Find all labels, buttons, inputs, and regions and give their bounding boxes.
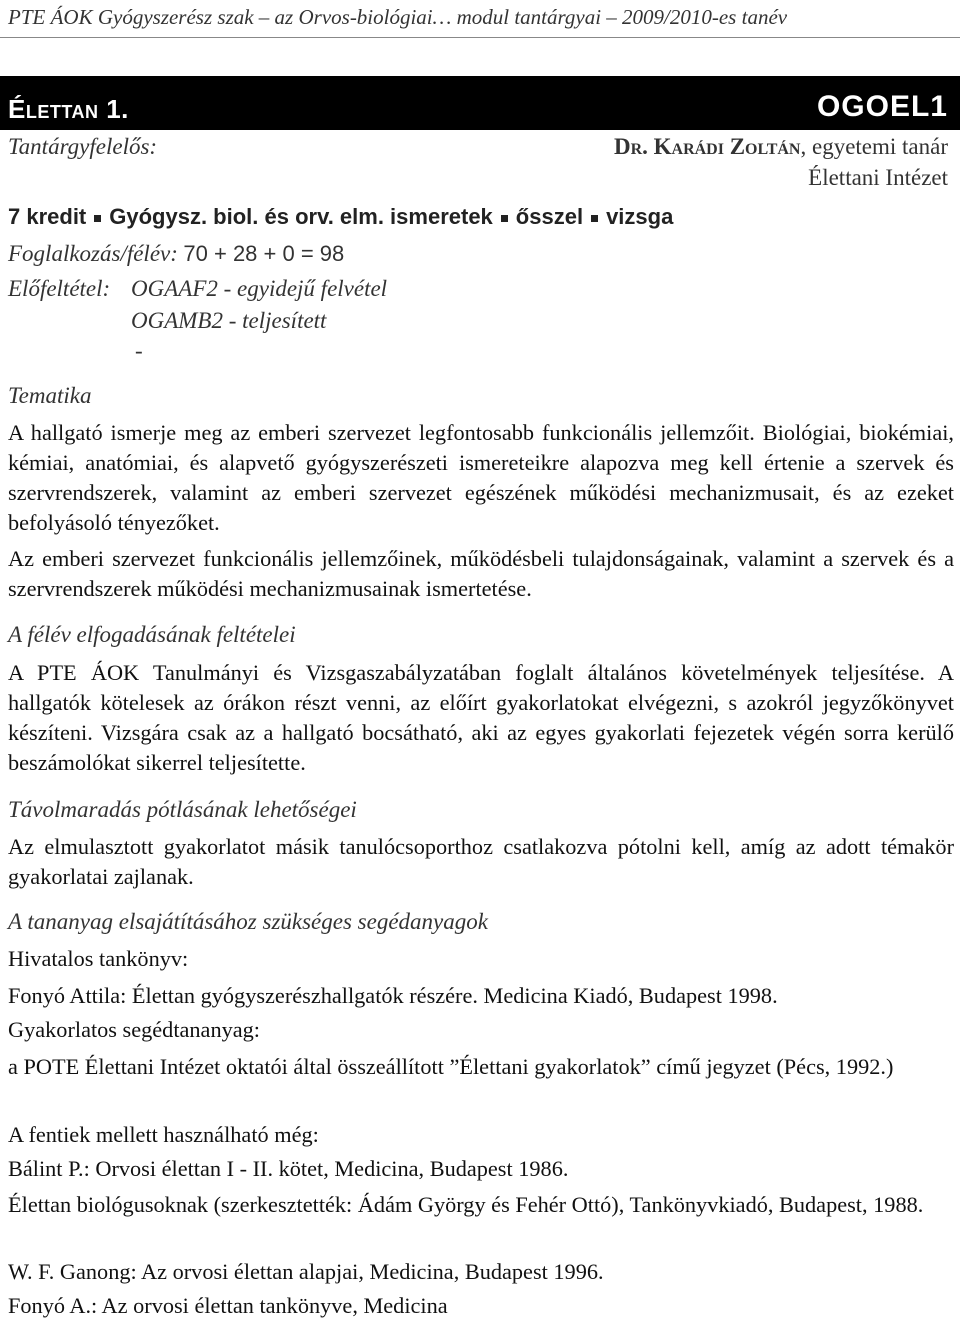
running-header: PTE ÁOK Gyógyszerész szak – az Orvos-biológiai… modul tantárgyai – 2009/2010-es tanév [8, 5, 788, 29]
hours-label: Foglalkozás/félév: [8, 241, 178, 266]
semester: ősszel [515, 204, 584, 229]
practice-material-label: Gyakorlatos segédtananyag: [8, 1017, 260, 1042]
bullet-square-icon [501, 215, 508, 222]
exam-type: vizsga [606, 204, 674, 229]
section-heading-segedanyag: A tananyag elsajátításához szükséges segédanyagok [8, 909, 488, 934]
bullet-square-icon [591, 215, 598, 222]
responsible-role: , egyetemi tanár [800, 134, 948, 159]
hours-value: 70 + 28 + 0 = 98 [183, 241, 345, 266]
textbook-label: Hivatalos tankönyv: [8, 946, 189, 971]
reference-item: Fonyó Attila: Élettan gyógyszerészhallgatók részére. Medicina Kiadó, Budapest 1998. [8, 983, 778, 1008]
prereq-label: Előfeltétel: [8, 276, 111, 301]
prereq-item: OGAAF2 - egyidejű felvétel [131, 276, 388, 301]
prereq-item: - [135, 338, 143, 363]
course-meta-line [8, 204, 673, 230]
section-heading-tematika: Tematika [8, 383, 92, 408]
tematika-paragraph: A hallgató ismerje meg az emberi szervezet legfontosabb funkcionális jellemzőit. Biológiai, biokémiai, kémiai, anatómiai, és alapvető gyógyszerészeti ismereteikre alapozva meg kell értenie a szervek és szervrendszerek, valamint az emberi szervezet egészének működési mechanizmusait, és az ezeket befolyásoló tényezőket. [8, 420, 954, 535]
course-title: Élettan 1. [8, 94, 129, 124]
responsible-name: Dr. Karádi Zoltán [613, 134, 801, 159]
reference-item: Fonyó A.: Az orvosi élettan tankönyve, Medicina [8, 1293, 448, 1318]
course-type: Gyógysz. biol. és orv. elm. ismeretek [109, 204, 493, 229]
responsible-person [614, 134, 948, 160]
additional-label: A fentiek mellett használható még: [8, 1122, 319, 1147]
course-code: OGOEL1 [816, 90, 948, 123]
elfogadas-paragraph: A PTE ÁOK Tanulmányi és Vizsgaszabályzatában foglalt általános követelmények teljesítése. A hallgatók kötelesek az órákon részt venni, az előírt gyakorlatokat elvégezni, s azokról jegyzőkönyvet készíteni. Vizsgára csak az a hallgató bocsátható, aki az egyes gyakorlati fejezetek végén sorra kerülő beszámolókat sikerrel teljesítette. [8, 660, 954, 775]
reference-item: a POTE Élettani Intézet oktatói által összeállított ”Élettani gyakorlatok” című jegyzet (Pécs, 1992.) [8, 1054, 894, 1079]
tavolmaradas-paragraph: Az elmulasztott gyakorlatot másik tanulócsoporthoz csatlakozva pótolni kell, amíg az adott témakör gyakorlatai zajlanak. [8, 834, 954, 889]
prereq-item: OGAMB2 - teljesített [131, 308, 327, 333]
responsible-label: Tantárgyfelelős: [8, 134, 158, 159]
bullet-square-icon [94, 215, 101, 222]
responsible-institute: Élettani Intézet [808, 165, 948, 190]
section-heading-tavolmaradas: Távolmaradás pótlásának lehetőségei [8, 797, 357, 822]
credits: 7 kredit [8, 204, 87, 229]
reference-item: W. F. Ganong: Az orvosi élettan alapjai, Medicina, Budapest 1996. [8, 1259, 604, 1284]
section-heading-elfogadas: A félév elfogadásának feltételei [8, 622, 296, 647]
tematika-paragraph: Az emberi szervezet funkcionális jellemzőinek, működésbeli tulajdonságainak, valamint a szervek és a szervrendszerek működési mechanizmusainak ismertetése. [8, 546, 954, 601]
reference-item: Bálint P.: Orvosi élettan I - II. kötet, Medicina, Budapest 1986. [8, 1156, 569, 1181]
header-divider [0, 37, 960, 38]
hours-line [8, 241, 344, 267]
reference-item: Élettan biológusoknak (szerkesztették: Ádám György és Fehér Ottó), Tankönyvkiadó, Budapest, 1988. [8, 1192, 924, 1217]
